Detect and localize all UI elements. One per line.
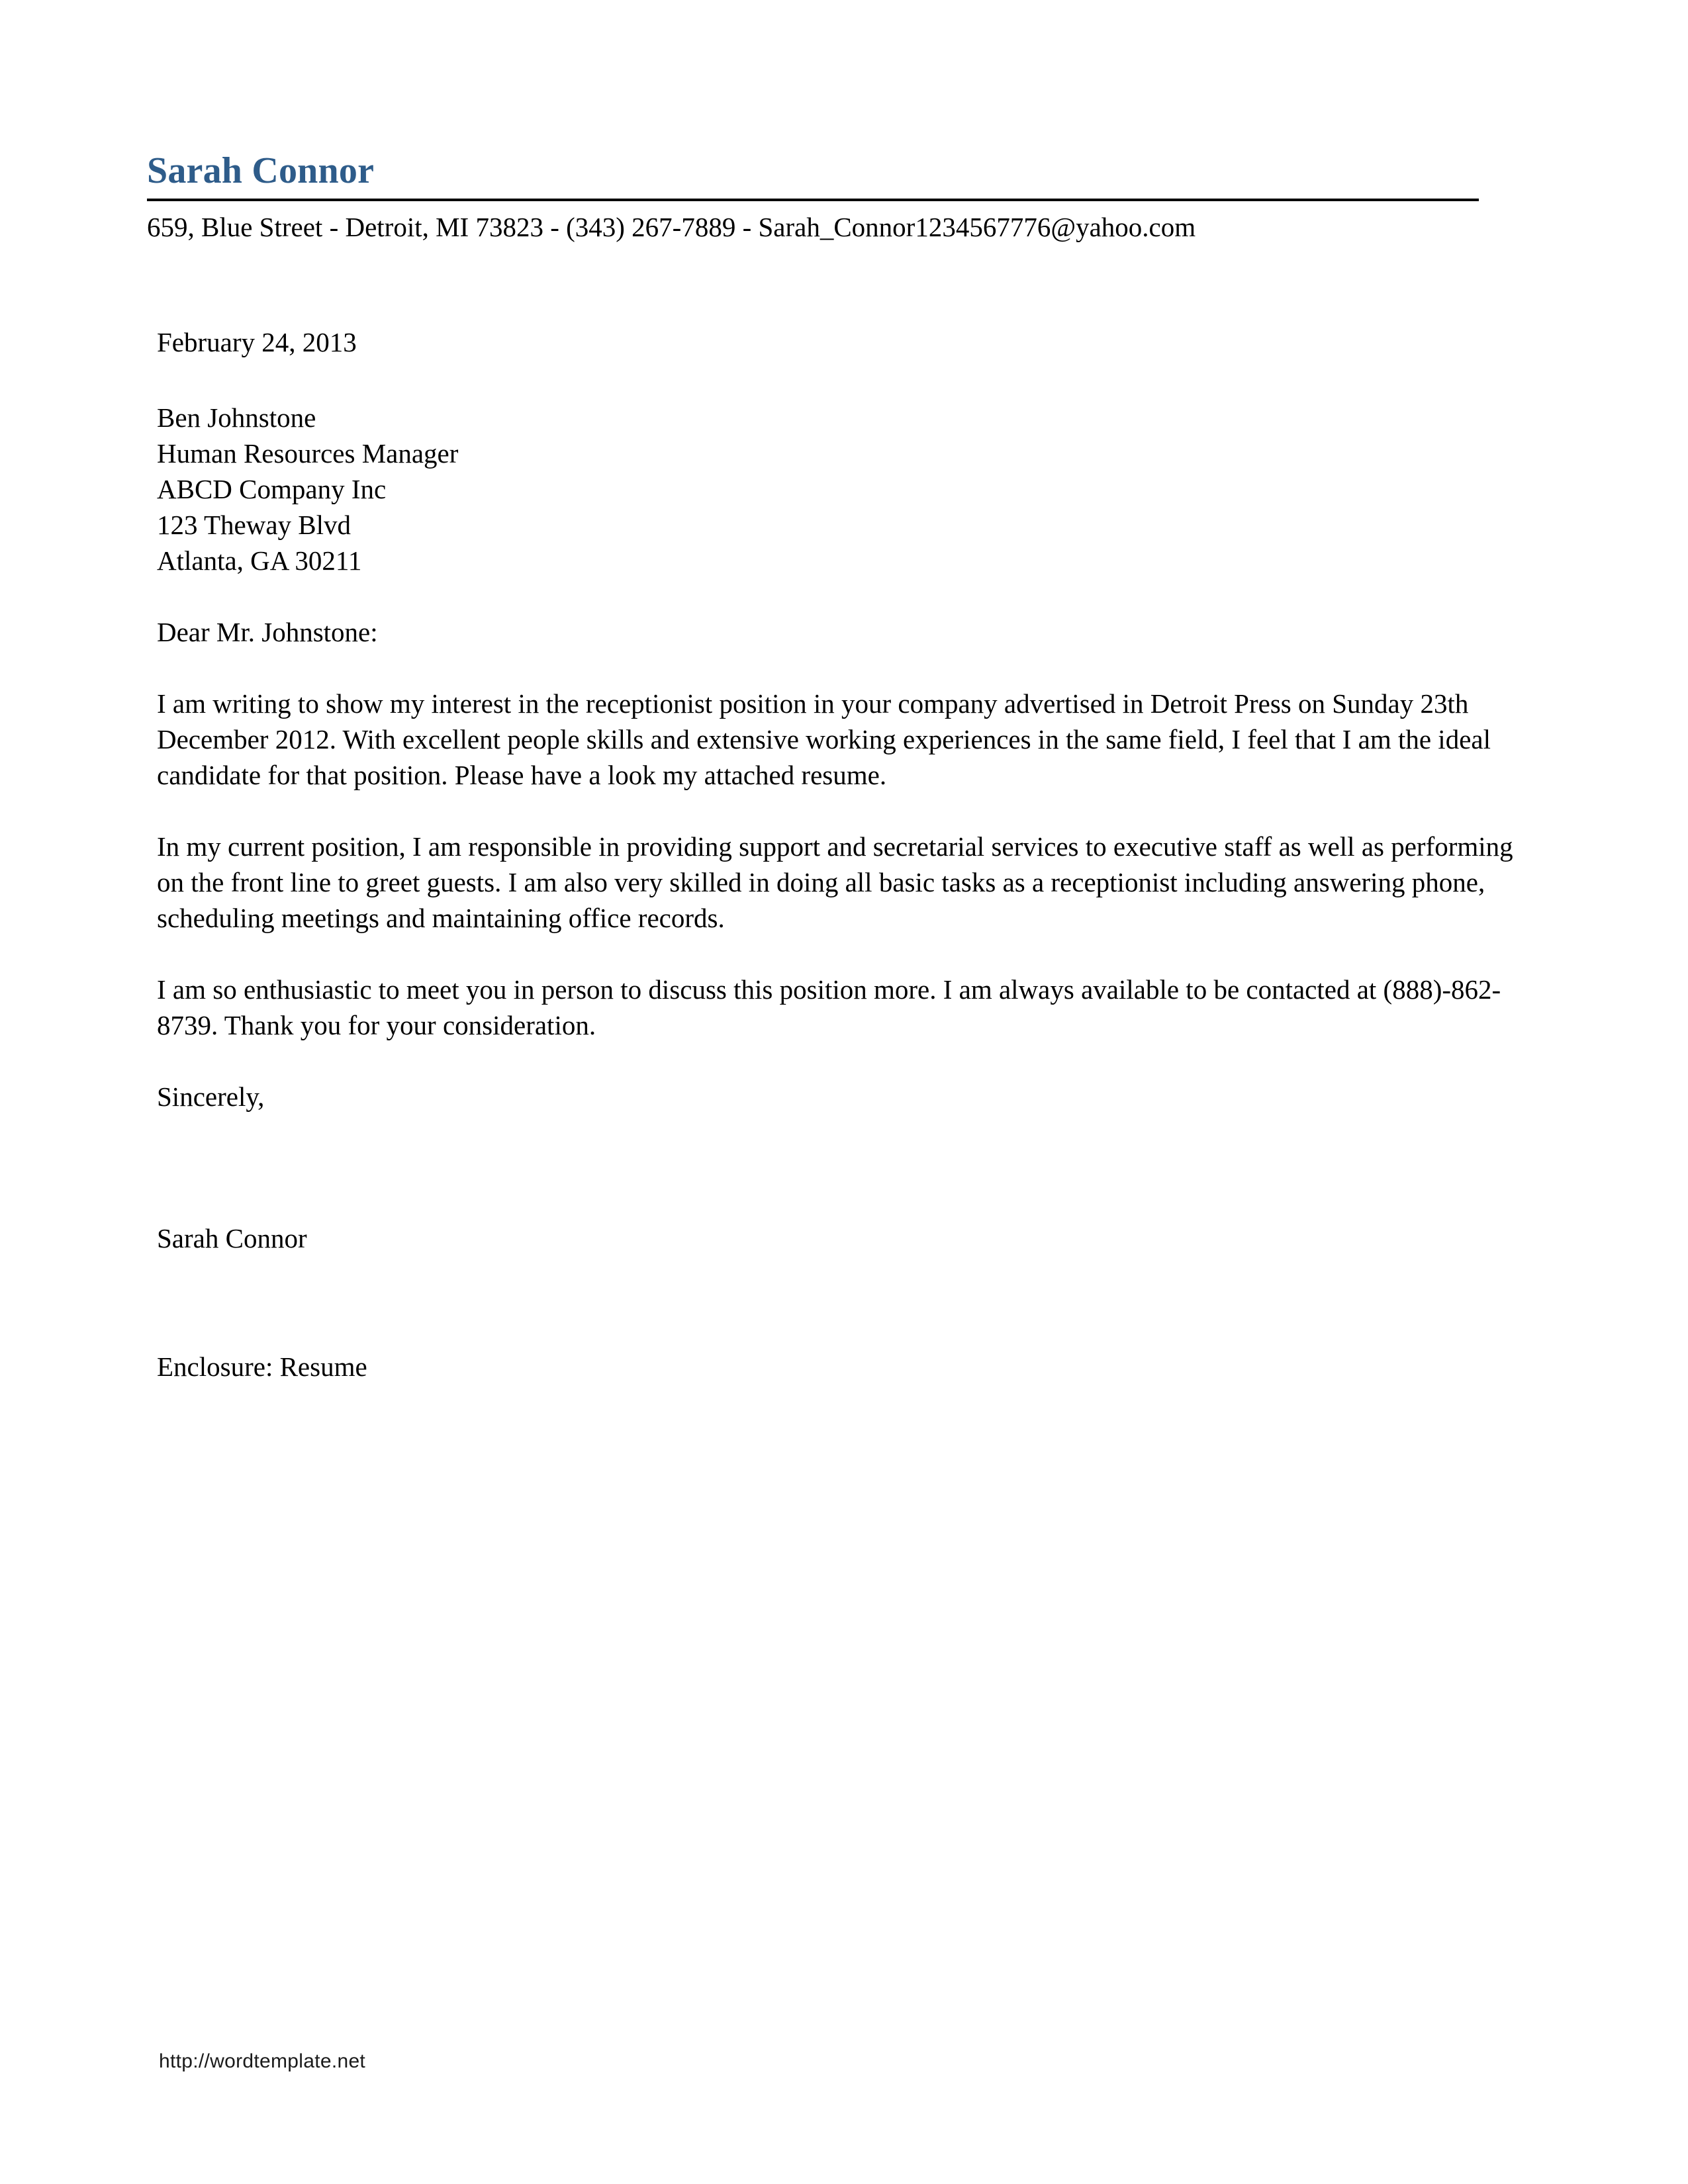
- spacer-before-paragraph-1: [157, 650, 1517, 686]
- body-paragraph-3: I am so enthusiastic to meet you in person to discuss this position more. I am always available to be contacted at (888)-862-8739. Thank you for your consideration.: [157, 974, 1501, 1040]
- recipient-city-state-zip: Atlanta, GA 30211: [157, 545, 362, 576]
- letterhead: [147, 151, 1479, 245]
- signature-space: [157, 1115, 1517, 1220]
- salutation: Dear Mr. Johnstone:: [157, 617, 378, 647]
- recipient-name: Ben Johnstone: [157, 402, 316, 433]
- spacer-before-paragraph-3: [157, 936, 1517, 972]
- recipient-company: ABCD Company Inc: [157, 474, 387, 504]
- sender-contact-line: 659, Blue Street - Detroit, MI 73823 - (343) 267-7889 - Sarah_Connor1234567776@yahoo.com: [147, 212, 1196, 243]
- spacer-before-salutation: [157, 578, 1517, 614]
- enclosure-note: Enclosure: Resume: [157, 1351, 367, 1382]
- recipient-street: 123 Theway Blvd: [157, 510, 352, 540]
- spacer-after-date: [157, 360, 1517, 400]
- spacer-before-enclosure: [157, 1256, 1517, 1349]
- spacer-before-closing: [157, 1043, 1517, 1079]
- signature-name: Sarah Connor: [157, 1223, 307, 1253]
- recipient-title: Human Resources Manager: [157, 438, 459, 469]
- spacer-before-paragraph-2: [157, 793, 1517, 829]
- letterhead-divider: [147, 199, 1479, 201]
- body-paragraph-1: I am writing to show my interest in the receptionist position in your company advertised in Detroit Press on Sunday 23th December 2012. With excellent people skills and extensive working experiences in the same field, I feel that I am the ideal candidate for that position. Please have a look my attached resume.: [157, 688, 1491, 790]
- body-paragraph-2: In my current position, I am responsible in providing support and secretarial services to executive staff as well as performing on the front line to greet guests. I am also very skilled in doing all basic tasks as a receptionist including answering phone, scheduling meetings and maintaining office records.: [157, 831, 1513, 933]
- recipient-address-block: [157, 400, 1517, 578]
- footer-url[interactable]: http://wordtemplate.net: [159, 2050, 366, 2072]
- letter-date: February 24, 2013: [157, 327, 357, 357]
- closing-salutation: Sincerely,: [157, 1081, 265, 1112]
- letter-body: [157, 324, 1517, 1385]
- sender-name: Sarah Connor: [147, 150, 375, 191]
